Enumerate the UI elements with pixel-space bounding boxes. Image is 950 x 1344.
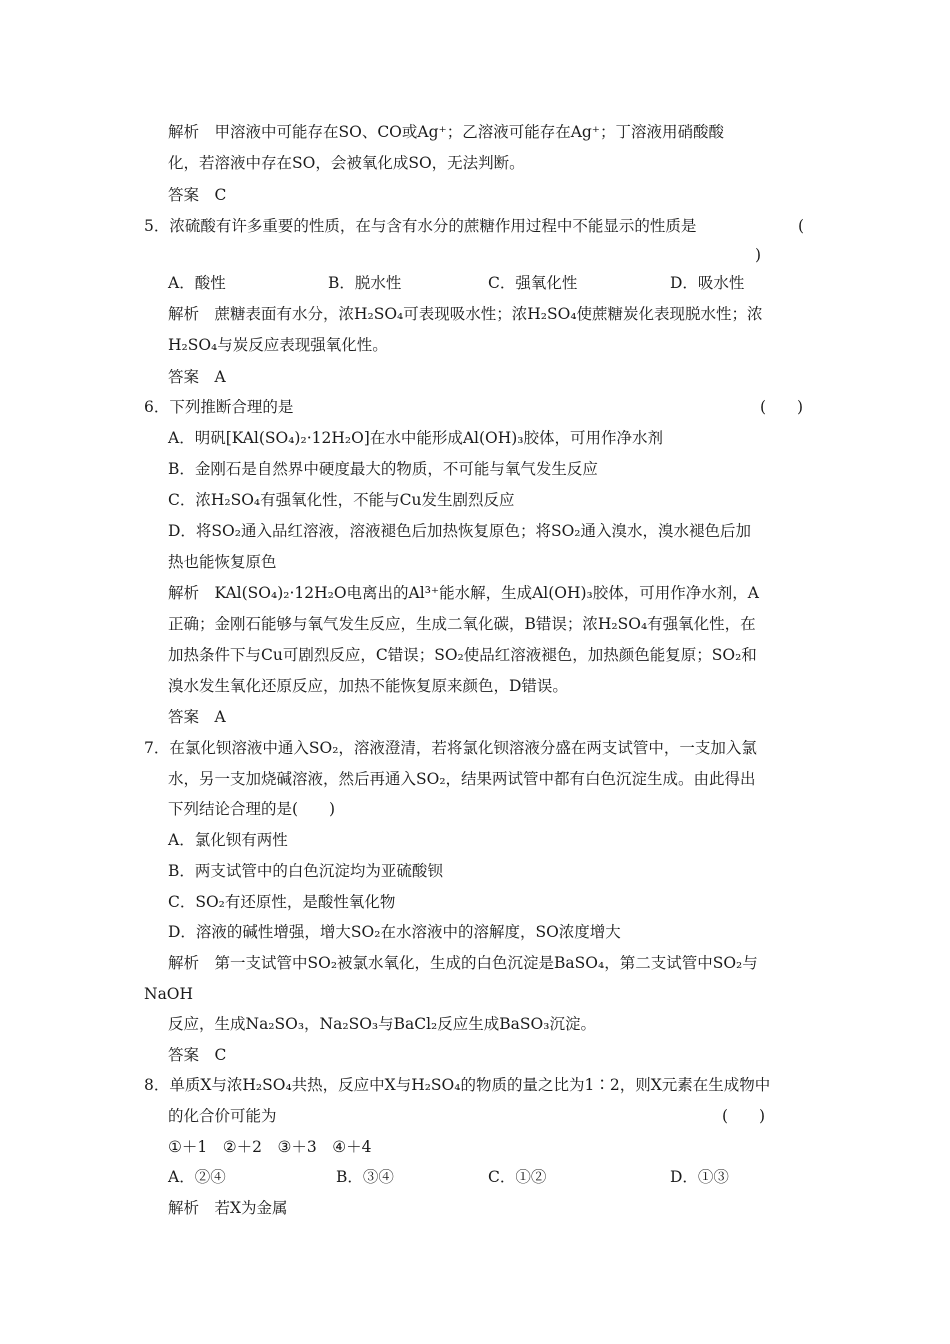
q6-stem: 6．下列推断合理的是 — [144, 398, 294, 416]
q7-stem-line-1: 7．在氯化钡溶液中通入SO₂，溶液澄清，若将氯化钡溶液分盛在两支试管中，一支加入氯 — [144, 739, 757, 757]
q7-analysis-line-3: 反应，生成Na₂SO₃，Na₂SO₃与BaCl₂反应生成BaSO₃沉淀。 — [168, 1015, 596, 1033]
q4-answer: 答案 C — [168, 186, 227, 204]
q6-option-d-line-1: D．将SO₂通入品红溶液，溶液褪色后加热恢复原色；将SO₂通入溴水，溴水褪色后加 — [168, 522, 752, 540]
q8-stem-line-2: 的化合价可能为 — [168, 1107, 277, 1125]
q7-option-b: B．两支试管中的白色沉淀均为亚硫酸钡 — [168, 862, 443, 880]
q8-choices: ①＋1 ②＋2 ③＋3 ④＋4 — [168, 1138, 372, 1156]
q7-stem-line-2: 水，另一支加烧碱溶液，然后再通入SO₂，结果两试管中都有白色沉淀生成。由此得出 — [168, 770, 756, 788]
q6-answer: 答案 A — [168, 708, 226, 726]
q8-option-d: D．①③ — [670, 1168, 729, 1186]
q8-option-c: C．①② — [488, 1168, 547, 1186]
q5-paren-close: ) — [755, 246, 762, 264]
q7-answer: 答案 C — [168, 1046, 227, 1064]
q5-option-a: A．酸性 — [168, 274, 226, 292]
q6-analysis-line-3: 加热条件下与Cu可剧烈反应，C错误；SO₂使品红溶液褪色，加热颜色能复原；SO₂和 — [168, 646, 757, 664]
q7-option-c: C．SO₂有还原性，是酸性氧化物 — [168, 893, 396, 911]
q5-option-c: C．强氧化性 — [488, 274, 578, 292]
q7-analysis-line-2: NaOH — [144, 985, 194, 1003]
q8-stem-line-1: 8．单质X与浓H₂SO₄共热，反应中X与H₂SO₄的物质的量之比为1∶2，则X元素在生成物中 — [144, 1076, 771, 1094]
q7-option-d: D．溶液的碱性增强，增大SO₂在水溶液中的溶解度，SO浓度增大 — [168, 923, 621, 941]
q6-option-d-line-2: 热也能恢复原色 — [168, 553, 277, 571]
q4-analysis-line-1: 解析 甲溶液中可能存在SO、CO或Ag⁺；乙溶液可能存在Ag⁺；丁溶液用硝酸酸 — [168, 123, 724, 141]
q6-option-a: A．明矾[KAl(SO₄)₂·12H₂O]在水中能形成Al(OH)₃胶体，可用作净水剂 — [168, 429, 664, 447]
q5-option-b: B．脱水性 — [328, 274, 402, 292]
q6-paren: ( ) — [760, 398, 804, 416]
q5-analysis-line-2: H₂SO₄与炭反应表现强氧化性。 — [168, 336, 388, 354]
q6-option-b: B．金刚石是自然界中硬度最大的物质，不可能与氧气发生反应 — [168, 460, 598, 478]
q5-analysis-line-1: 解析 蔗糖表面有水分，浓H₂SO₄可表现吸水性；浓H₂SO₄使蔗糖炭化表现脱水性；浓 — [168, 305, 763, 323]
q7-stem-line-3: 下列结论合理的是( ) — [168, 800, 336, 818]
q6-analysis-line-2: 正确；金刚石能够与氧气发生反应，生成二氧化碳，B错误；浓H₂SO₄有强氧化性，在 — [168, 615, 756, 633]
q6-analysis-line-1: 解析 KAl(SO₄)₂·12H₂O电离出的Al³⁺能水解，生成Al(OH)₃胶体，可用作净水剂，A — [168, 584, 759, 602]
q8-analysis: 解析 若X为金属 — [168, 1199, 288, 1217]
q8-option-a: A．②④ — [168, 1168, 226, 1186]
q6-option-c: C．浓H₂SO₄有强氧化性，不能与Cu发生剧烈反应 — [168, 491, 515, 509]
q5-stem: 5．浓硫酸有许多重要的性质，在与含有水分的蔗糖作用过程中不能显示的性质是 — [144, 217, 697, 235]
q7-analysis-line-1: 解析 第一支试管中SO₂被氯水氧化，生成的白色沉淀是BaSO₄，第二支试管中SO₂与 — [168, 954, 758, 972]
q5-paren-open: ( — [798, 217, 805, 235]
q8-option-b: B．③④ — [336, 1168, 394, 1186]
q5-answer: 答案 A — [168, 368, 226, 386]
q7-option-a: A．氯化钡有两性 — [168, 831, 288, 849]
q8-paren: ( ) — [722, 1107, 766, 1125]
q6-analysis-line-4: 溴水发生氧化还原反应，加热不能恢复原来颜色，D错误。 — [168, 677, 568, 695]
q5-option-d: D．吸水性 — [670, 274, 745, 292]
q4-analysis-line-2: 化，若溶液中存在SO，会被氧化成SO，无法判断。 — [168, 154, 525, 172]
